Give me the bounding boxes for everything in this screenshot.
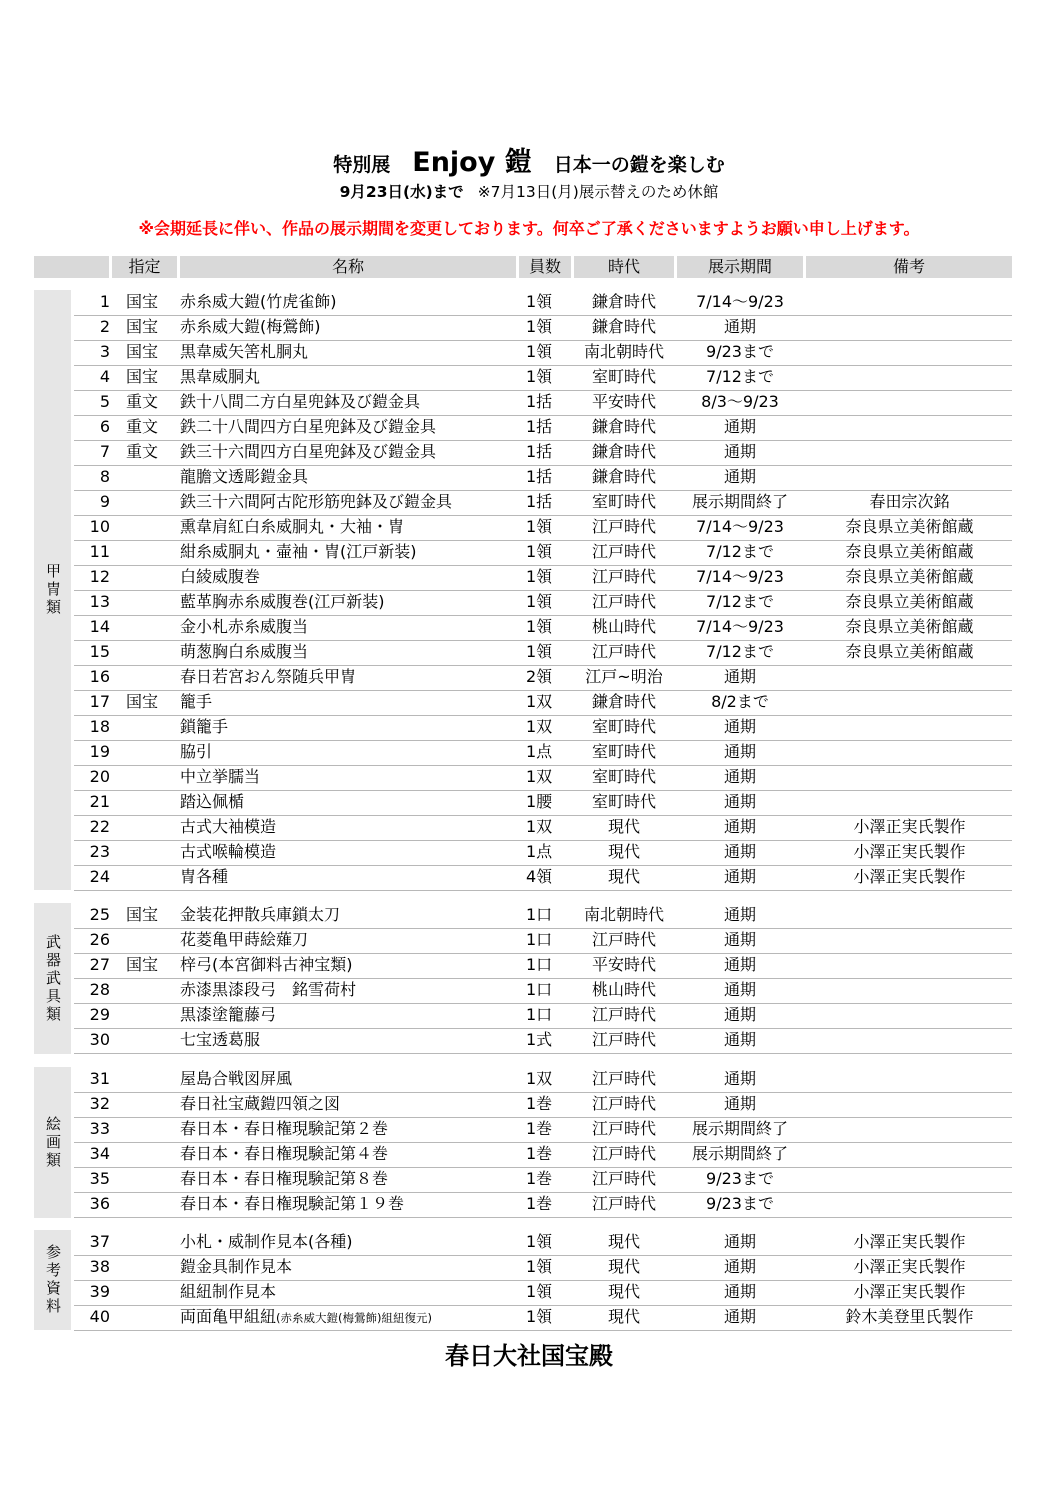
item-designation: 国宝 [126,905,159,924]
table-row [74,1305,1012,1331]
table-row [74,590,1012,616]
item-number: 9 [99,492,110,511]
item-quantity: 1双 [526,817,553,836]
item-era: 現代 [607,1282,640,1301]
item-era: 江戸時代 [591,567,656,586]
item-quantity: 1式 [526,1030,553,1049]
table-row [74,928,1012,954]
item-quantity: 1領 [526,642,553,661]
item-era: 鎌倉時代 [591,317,656,336]
item-quantity: 1領 [526,317,553,336]
item-quantity: 1双 [526,692,553,711]
item-name: 屋島合戦図屏風 [180,1069,293,1088]
header-blank [34,256,109,278]
item-number: 13 [89,592,110,611]
item-period: 通期 [723,417,756,436]
header-designation: 指定 [112,256,177,278]
item-name: 赤漆黒漆段弓 銘雪荷村 [180,980,357,999]
header-era: 時代 [574,256,674,278]
item-quantity: 2領 [526,667,553,686]
item-period: 展示期間終了 [691,492,788,511]
table-row [74,715,1012,741]
item-era: 桃山時代 [591,617,656,636]
item-name: 春日本・春日権現験記第１９巻 [180,1194,405,1213]
item-era: 南北朝時代 [583,342,664,361]
item-era: 現代 [607,842,640,861]
table-row [74,490,1012,516]
item-era: 江戸時代 [591,1194,656,1213]
item-era: 江戸~明治 [585,667,663,686]
item-number: 27 [89,955,110,974]
item-quantity: 1腰 [526,792,553,811]
item-remarks: 小澤正実氏製作 [853,1232,966,1251]
item-remarks: 小澤正実氏製作 [853,1257,966,1276]
item-number: 24 [89,867,110,886]
item-remarks: 奈良県立美術館蔵 [845,542,974,561]
item-era: 桃山時代 [591,980,656,999]
item-quantity: 1点 [526,742,553,761]
item-period: 7/12まで [706,642,774,661]
item-number: 22 [89,817,110,836]
item-era: 鎌倉時代 [591,417,656,436]
item-era: 江戸時代 [591,542,656,561]
item-period: 通期 [723,1005,756,1024]
table-row [74,740,1012,766]
item-period: 通期 [723,442,756,461]
table-row [74,690,1012,716]
item-period: 通期 [723,867,756,886]
item-number: 31 [89,1069,110,1088]
item-quantity: 1巻 [526,1169,553,1188]
category-label: 武器武具類 [44,933,62,1024]
item-period: 通期 [723,1232,756,1251]
item-number: 19 [89,742,110,761]
item-number: 4 [99,367,110,386]
table-row [74,765,1012,791]
item-quantity: 1口 [526,1005,553,1024]
item-designation: 国宝 [126,342,159,361]
item-remarks: 小澤正実氏製作 [853,867,966,886]
item-quantity: 1領 [526,517,553,536]
table-row [74,315,1012,341]
item-era: 江戸時代 [591,1169,656,1188]
item-era: 江戸時代 [591,642,656,661]
item-period: 通期 [723,1257,756,1276]
item-era: 鎌倉時代 [591,467,656,486]
item-name: 梓弓(本宮御料古神宝類) [180,955,353,974]
exhibition-dates [0,180,1058,202]
item-quantity: 1領 [526,1307,553,1326]
category-paintings [34,1067,71,1218]
item-number: 6 [99,417,110,436]
table-row [74,290,1012,316]
item-name: 龍膽文透彫鎧金具 [180,467,309,486]
item-era: 現代 [607,1307,640,1326]
table-row [74,465,1012,491]
item-period: 9/23まで [706,1169,774,1188]
item-number: 8 [99,467,110,486]
header-name: 名称 [180,256,516,278]
item-era: 江戸時代 [591,1144,656,1163]
item-era: 現代 [607,1257,640,1276]
table-row [74,390,1012,416]
table-row [74,640,1012,666]
item-period: 7/12まで [706,367,774,386]
item-period: 展示期間終了 [691,1119,788,1138]
table-row [74,615,1012,641]
item-period: 通期 [723,1069,756,1088]
item-quantity: 1領 [526,1282,553,1301]
item-name: 春日本・春日権現験記第２巻 [180,1119,389,1138]
item-quantity: 1括 [526,492,553,511]
item-designation: 国宝 [126,317,159,336]
item-period: 7/14～9/23 [696,292,784,311]
table-row [74,1192,1012,1218]
category-armor [34,290,71,890]
table-row [74,365,1012,391]
item-period: 7/12まで [706,542,774,561]
item-remarks: 小澤正実氏製作 [853,842,966,861]
table-row [74,865,1012,891]
item-number: 14 [89,617,110,636]
item-number: 16 [89,667,110,686]
item-quantity: 1双 [526,1069,553,1088]
table-row [74,1255,1012,1281]
item-quantity: 1領 [526,542,553,561]
item-number: 7 [99,442,110,461]
item-name: 鉄三十六間阿古陀形筋兜鉢及び鎧金具 [180,492,453,511]
item-name: 春日本・春日権現験記第８巻 [180,1169,389,1188]
title-main: Enjoy 鎧 [412,147,532,178]
item-period: 通期 [723,842,756,861]
item-era: 鎌倉時代 [591,692,656,711]
item-era: 現代 [607,817,640,836]
table-row [74,790,1012,816]
table-row [74,1028,1012,1054]
table-row [74,903,1012,929]
item-period: 9/23まで [706,342,774,361]
category-label: 絵画類 [44,1115,62,1170]
item-quantity: 1巻 [526,1194,553,1213]
item-quantity: 1巻 [526,1144,553,1163]
table-row [74,565,1012,591]
item-period: 7/14～9/23 [696,567,784,586]
item-number: 1 [99,292,110,311]
item-name: 七宝透葛服 [180,1030,261,1049]
table-row [74,1230,1012,1256]
item-name: 鉄十八間二方白星兜鉢及び鎧金具 [180,392,421,411]
item-era: 江戸時代 [591,1094,656,1113]
table-row [74,840,1012,866]
item-number: 21 [89,792,110,811]
item-designation: 重文 [126,392,159,411]
item-era: 平安時代 [591,955,656,974]
item-era: 室町時代 [591,792,656,811]
item-number: 37 [89,1232,110,1251]
item-remarks: 小澤正実氏製作 [853,817,966,836]
item-quantity: 1点 [526,842,553,861]
item-remarks: 奈良県立美術館蔵 [845,567,974,586]
item-period: 通期 [723,1030,756,1049]
item-period: 通期 [723,767,756,786]
item-quantity: 1口 [526,980,553,999]
until-date: 9月23日(水)まで [339,183,464,201]
table-row [74,665,1012,691]
item-name: 鎧金具制作見本 [180,1257,293,1276]
item-quantity: 1括 [526,467,553,486]
item-period: 7/14～9/23 [696,617,784,636]
item-quantity: 1領 [526,617,553,636]
item-number: 36 [89,1194,110,1213]
item-quantity: 1巻 [526,1094,553,1113]
item-designation: 国宝 [126,367,159,386]
item-number: 25 [89,905,110,924]
item-era: 南北朝時代 [583,905,664,924]
item-period: 通期 [723,1307,756,1326]
item-period: 通期 [723,717,756,736]
item-name: 脇引 [180,742,213,761]
category-weapons [34,903,71,1054]
table-row [74,1003,1012,1029]
item-period: 通期 [723,930,756,949]
item-name: 組紐制作見本 [180,1282,277,1301]
item-name: 踏込佩楯 [180,792,245,811]
period-change-notice: ※会期延長に伴い、作品の展示期間を変更しております。何卒ご了承くださいますようお願い申し上げます。 [138,219,920,238]
item-name: 赤糸威大鎧(梅鶯飾) [180,317,321,336]
item-name: 鉄三十六間四方白星兜鉢及び鎧金具 [180,442,437,461]
item-period: 8/2まで [711,692,769,711]
closure-note: ※7月13日(月)展示替えのため休館 [477,183,719,201]
item-era: 江戸時代 [591,930,656,949]
item-name: 春日若宮おん祭随兵甲冑 [180,667,357,686]
item-number: 40 [89,1307,110,1326]
item-era: 江戸時代 [591,592,656,611]
item-quantity: 1領 [526,342,553,361]
item-name-note: (赤糸威大鎧(梅鶯飾)組紐復元) [276,1311,432,1325]
table-row [74,515,1012,541]
header-remarks: 備考 [806,256,1012,278]
item-name: 花菱亀甲蒔絵薙刀 [180,930,309,949]
item-designation: 国宝 [126,955,159,974]
item-period: 通期 [723,1094,756,1113]
item-period: 展示期間終了 [691,1144,788,1163]
item-quantity: 1領 [526,592,553,611]
item-designation: 重文 [126,417,159,436]
table-row [74,815,1012,841]
title-suffix: 日本一の鎧を楽しむ [553,154,725,176]
item-name: 白綾威腹巻 [180,567,261,586]
item-name: 小札・威制作見本(各種) [180,1232,353,1251]
item-quantity: 1領 [526,367,553,386]
item-number: 18 [89,717,110,736]
item-era: 現代 [607,1232,640,1251]
item-period: 7/14～9/23 [696,517,784,536]
item-era: 平安時代 [591,392,656,411]
item-name: 赤糸威大鎧(竹虎雀飾) [180,292,337,311]
item-name: 黒韋威矢筈札胴丸 [180,342,309,361]
item-era: 室町時代 [591,492,656,511]
item-quantity: 1括 [526,417,553,436]
table-row [74,1117,1012,1143]
item-era: 室町時代 [591,717,656,736]
table-row [74,1167,1012,1193]
item-number: 29 [89,1005,110,1024]
item-period: 通期 [723,467,756,486]
category-label: 参考資料 [44,1244,62,1316]
table-row [74,1092,1012,1118]
item-name: 金装花押散兵庫鎖太刀 [180,905,341,924]
item-quantity: 1口 [526,905,553,924]
item-period: 9/23まで [706,1194,774,1213]
item-remarks: 鈴木美登里氏製作 [845,1307,974,1326]
title-prefix: 特別展 [333,154,391,176]
item-quantity: 4領 [526,867,553,886]
item-number: 10 [89,517,110,536]
item-number: 2 [99,317,110,336]
item-period: 通期 [723,955,756,974]
item-name: 藍革胸赤糸威腹巻(江戸新装) [180,592,385,611]
item-number: 17 [89,692,110,711]
header-period: 展示期間 [677,256,803,278]
item-period: 通期 [723,980,756,999]
item-number: 33 [89,1119,110,1138]
item-period: 7/12まで [706,592,774,611]
item-era: 鎌倉時代 [591,442,656,461]
item-era: 江戸時代 [591,1119,656,1138]
table-row [74,953,1012,979]
item-number: 11 [89,542,110,561]
table-row [74,978,1012,1004]
item-remarks: 奈良県立美術館蔵 [845,517,974,536]
item-name: 鉄二十八間四方白星兜鉢及び鎧金具 [180,417,437,436]
item-name: 籠手 [180,692,213,711]
item-number: 12 [89,567,110,586]
item-era: 鎌倉時代 [591,292,656,311]
item-name: 冑各種 [180,867,229,886]
item-era: 室町時代 [591,767,656,786]
item-designation: 国宝 [126,292,159,311]
item-era: 江戸時代 [591,1069,656,1088]
item-quantity: 1巻 [526,1119,553,1138]
category-label: 甲冑類 [44,563,62,617]
item-number: 5 [99,392,110,411]
item-name [180,1305,520,1330]
item-name: 春日本・春日権現験記第４巻 [180,1144,389,1163]
item-name: 熏韋肩紅白糸威胴丸・大袖・冑 [180,517,405,536]
item-name: 金小札赤糸威腹当 [180,617,309,636]
item-number: 28 [89,980,110,999]
item-designation: 国宝 [126,692,159,711]
item-era: 江戸時代 [591,1005,656,1024]
item-era: 室町時代 [591,742,656,761]
item-number: 34 [89,1144,110,1163]
item-period: 通期 [723,1282,756,1301]
item-name: 黒漆塗籠藤弓 [180,1005,277,1024]
item-name: 紺糸威胴丸・壷袖・冑(江戸新装) [180,542,417,561]
item-name: 黒韋威胴丸 [180,367,261,386]
exhibition-title [0,140,1058,179]
item-era: 江戸時代 [591,517,656,536]
item-period: 通期 [723,905,756,924]
item-quantity: 1双 [526,767,553,786]
item-period: 通期 [723,667,756,686]
item-era: 江戸時代 [591,1030,656,1049]
item-quantity: 1括 [526,392,553,411]
item-quantity: 1領 [526,292,553,311]
item-remarks: 奈良県立美術館蔵 [845,642,974,661]
item-quantity: 1口 [526,955,553,974]
item-name: 萌葱胸白糸威腹当 [180,642,309,661]
item-number: 3 [99,342,110,361]
item-number: 30 [89,1030,110,1049]
item-number: 32 [89,1094,110,1113]
item-number: 23 [89,842,110,861]
item-number: 35 [89,1169,110,1188]
item-name: 春日社宝蔵鎧四領之図 [180,1094,341,1113]
item-remarks: 小澤正実氏製作 [853,1282,966,1301]
table-row [74,1142,1012,1168]
item-number: 15 [89,642,110,661]
item-period: 8/3～9/23 [701,392,779,411]
item-quantity: 1括 [526,442,553,461]
item-name-main: 両面亀甲組紐 [180,1307,277,1326]
category-reference [34,1230,71,1330]
item-remarks: 奈良県立美術館蔵 [845,592,974,611]
item-period: 通期 [723,317,756,336]
table-row [74,440,1012,466]
table-row [74,1280,1012,1306]
item-number: 39 [89,1282,110,1301]
item-quantity: 1領 [526,567,553,586]
item-remarks: 春田宗次銘 [869,492,950,511]
item-number: 38 [89,1257,110,1276]
item-era: 現代 [607,867,640,886]
table-row [74,540,1012,566]
item-era: 室町時代 [591,367,656,386]
item-designation: 重文 [126,442,159,461]
item-remarks: 奈良県立美術館蔵 [845,617,974,636]
museum-name: 春日大社国宝殿 [445,1342,613,1370]
item-name: 古式大袖模造 [180,817,277,836]
item-quantity: 1領 [526,1257,553,1276]
item-period: 通期 [723,792,756,811]
table-row [74,340,1012,366]
item-quantity: 1領 [526,1232,553,1251]
header-quantity: 員数 [519,256,571,278]
item-quantity: 1双 [526,717,553,736]
item-name: 鎖籠手 [180,717,229,736]
item-number: 26 [89,930,110,949]
item-number: 20 [89,767,110,786]
item-quantity: 1口 [526,930,553,949]
table-row [74,1067,1012,1093]
item-name: 古式喉輪模造 [180,842,277,861]
table-row [74,415,1012,441]
item-period: 通期 [723,817,756,836]
item-name: 中立挙臑当 [180,767,261,786]
item-period: 通期 [723,742,756,761]
